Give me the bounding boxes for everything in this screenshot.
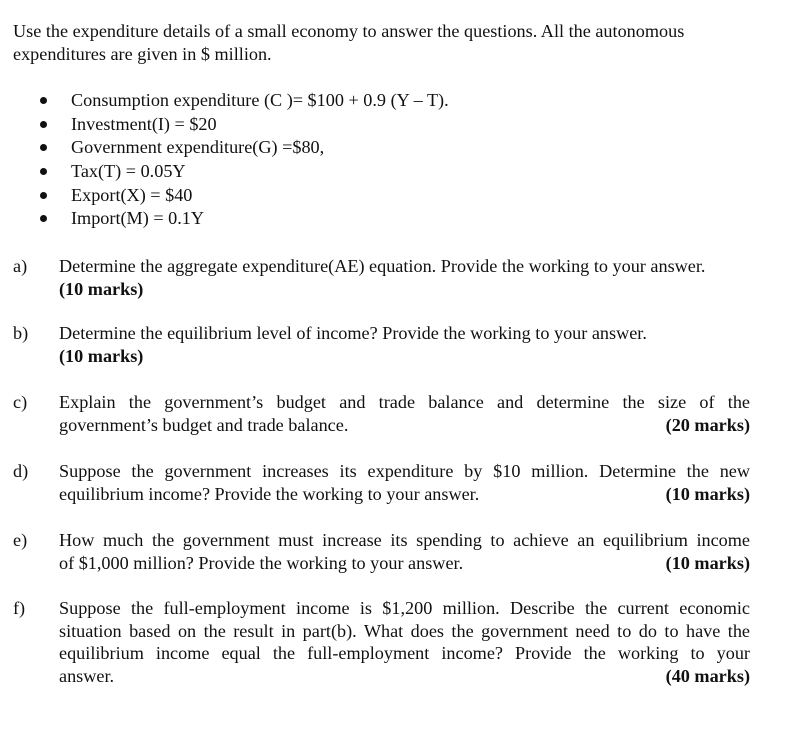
- question-marks: (10 marks): [59, 345, 144, 366]
- bullet-icon: [40, 215, 47, 222]
- question-text-end: of $1,000 million? Provide the working to your answer.: [59, 552, 464, 573]
- question-text: Explain the government’s budget and trade balance and determine the size of the: [59, 392, 750, 412]
- question-marks: (10 marks): [665, 483, 750, 504]
- question-d: [13, 460, 750, 505]
- question-text: Suppose the full-employment income is $1,200 million. Describe the current economic situation based on the result in part(b). What does the government need to do to have the equilibrium income equal the full-employment income? Provide the working to your: [59, 598, 750, 663]
- question-b: [13, 322, 750, 367]
- question-text: Suppose the government increases its expenditure by $10 million. Determine the new: [59, 461, 750, 481]
- question-marks: (10 marks): [59, 278, 144, 299]
- bullet-icon: [40, 168, 47, 175]
- question-text: Determine the aggregate expenditure(AE) equation. Provide the working to your answer.: [59, 256, 706, 276]
- bullet-icon: [40, 121, 47, 128]
- question-text-end: equilibrium income? Provide the working to your answer.: [59, 483, 480, 504]
- question-text-end: answer.: [59, 665, 115, 686]
- question-text: How much the government must increase its spending to achieve an equilibrium income: [59, 530, 750, 550]
- question-e: [13, 529, 750, 574]
- question-label: f): [13, 598, 26, 618]
- question-label: d): [13, 461, 29, 481]
- question-label: e): [13, 530, 28, 550]
- question-label: b): [13, 323, 29, 343]
- question-f: [13, 597, 750, 687]
- question-body: [59, 391, 750, 436]
- question-marks: (40 marks): [665, 665, 750, 686]
- question-a: [13, 255, 750, 300]
- bullet-icon: [40, 192, 47, 199]
- bullet-icon: [40, 97, 47, 104]
- list-item: Export(X) = $40: [40, 184, 449, 208]
- list-item: Consumption expenditure (C )= $100 + 0.9 (Y – T).: [40, 89, 449, 113]
- list-item: Government expenditure(G) =$80,: [40, 136, 449, 160]
- question-c: [13, 391, 750, 436]
- question-body: [59, 460, 750, 505]
- list-item: Import(M) = 0.1Y: [40, 207, 449, 231]
- list-item: Investment(I) = $20: [40, 113, 449, 137]
- expenditure-list: [40, 89, 449, 231]
- question-body: [59, 322, 750, 367]
- question-body: [59, 597, 750, 687]
- intro-paragraph: Use the expenditure details of a small economy to answer the questions. All the autonomous expenditures are given in $ million.: [13, 21, 685, 64]
- list-item: Tax(T) = 0.05Y: [40, 160, 449, 184]
- question-label: a): [13, 256, 28, 276]
- question-text-end: government’s budget and trade balance.: [59, 414, 349, 435]
- question-marks: (20 marks): [665, 414, 750, 435]
- question-body: [59, 255, 750, 300]
- question-marks: (10 marks): [665, 552, 750, 573]
- bullet-icon: [40, 144, 47, 151]
- question-label: c): [13, 392, 28, 412]
- question-text: Determine the equilibrium level of income? Provide the working to your answer.: [59, 323, 647, 343]
- question-body: [59, 529, 750, 574]
